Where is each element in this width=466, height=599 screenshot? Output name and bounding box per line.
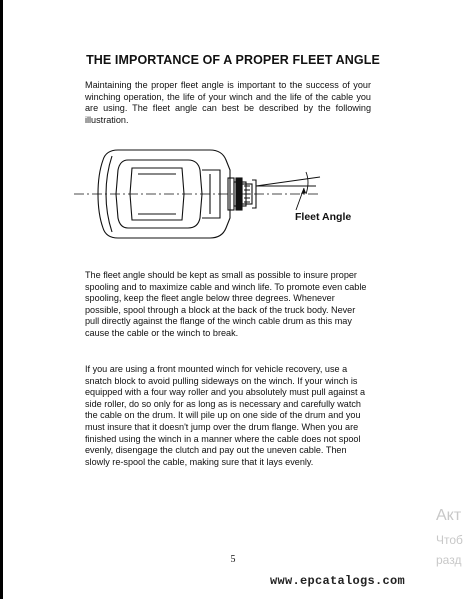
- activation-overlay-line-2: Чтоб: [436, 533, 463, 547]
- website-watermark: www.epcatalogs.com: [270, 574, 406, 588]
- page-title: THE IMPORTANCE OF A PROPER FLEET ANGLE: [86, 53, 380, 67]
- activation-overlay-line-3: разд: [436, 553, 462, 567]
- activation-overlay-line-1: Акт: [436, 507, 462, 524]
- fleet-angle-illustration: [70, 138, 370, 248]
- intro-paragraph: Maintaining the proper fleet angle is important to the success of your winching operation, the life of your winch and the life of the cable you are using. The fleet angle can best be described by the following illustration.: [85, 80, 371, 125]
- figure-label: Fleet Angle: [295, 211, 352, 223]
- page-left-border: [0, 0, 3, 599]
- front-winch-paragraph: If you are using a front mounted winch for vehicle recovery, use a snatch block to avoid pulling sideways on the winch. If your winch is equipped with a four way roller and you absolutely must pull against a side roller, do so only for as long as is necessary and carefully watch the cable on the drum. It will pile up on one side of the drum and you must insure that it doesn't jump over the drum flange. When you are finished using the winch in a manner where the cable does not spool evenly, disengage the clutch and pay out the uneven cable. Then slowly re-spool the cable, making sure that it lays evenly.: [85, 364, 366, 467]
- page-number: 5: [230, 554, 236, 565]
- fleet-angle-paragraph: The fleet angle should be kept as small as possible to insure proper spooling and to maximize cable and winch life. To promote even cable spooling, keep the fleet angle below three degrees. Whenever possible, spool through a block at the back of the truck body. Never pull directly against the flange of the winch cable drum as this may cause the cable or the winch to break.: [85, 270, 367, 338]
